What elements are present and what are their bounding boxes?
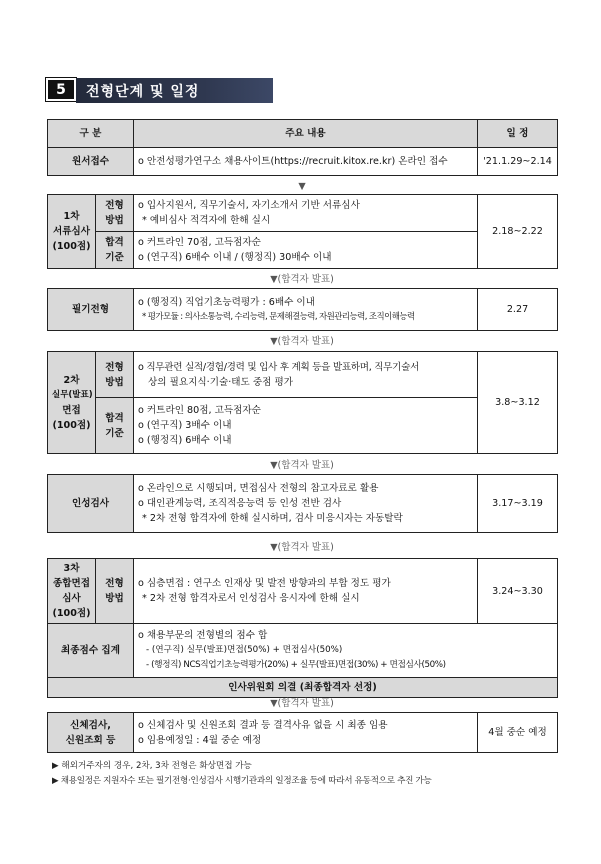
- stage2-criteria-label: 합격 기준: [96, 398, 134, 454]
- stage2-method-content: o 직무관련 실적/경험/경력 및 입사 후 계획 등을 발표하며, 직무기술서 상의 필요지식·기술·태도 중점 평가: [134, 352, 478, 398]
- stage1-method-content: o 입사지원서, 직무기술서, 자기소개서 기반 서류심사 * 예비심사 적격자에 한해 실시: [134, 195, 478, 232]
- stage2-label: 2차 실무(발표) 면접 (100점): [48, 352, 96, 454]
- stage1-criteria-label: 합격 기준: [96, 232, 134, 269]
- arrow-pass-3: ▼(합격자 발표): [270, 460, 334, 471]
- committee-row: 인사위원회 의결 (최종합격자 선정): [48, 678, 558, 698]
- written-date: 2.27: [478, 289, 558, 331]
- written-content: o (행정직) 직업기초능력평가 : 6배수 이내 * 평가모듈 : 의사소통능력, 수리능력, 문제해결능력, 자원관리능력, 조직이해능력: [134, 289, 478, 331]
- arrow-1: ▼: [298, 181, 306, 192]
- stage3-method-content: o 심층면접 : 연구소 인재상 및 발전 방향과의 부합 정도 평가 * 2차 전형 합격자로서 인성검사 응시자에 한해 실시: [134, 559, 478, 624]
- physical-content: o 신체검사 및 신원조회 결과 등 결격사유 없을 시 최종 임용 o 임용예정일 : 4월 중순 예정: [134, 713, 478, 753]
- personality-table: [47, 474, 558, 533]
- final-content: o 채용부문의 전형별의 점수 합 - (연구직) 실무(발표)면접(50%) + 면접심사(50%) - (행정직) NCS직업기초능력평가(20%) + 실무(발표)면접(30%) + 면접심사(50%): [134, 624, 558, 678]
- stage2-date: 3.8~3.12: [478, 352, 558, 454]
- stage1-date: 2.18~2.22: [478, 195, 558, 269]
- arrow-pass-1: ▼(합격자 발표): [270, 274, 334, 285]
- written-label: 필기전형: [48, 289, 134, 331]
- written-table: [47, 288, 558, 331]
- stage3-table: [47, 558, 558, 698]
- physical-table: [47, 712, 558, 753]
- physical-label: 신체검사, 신원조회 등: [48, 713, 134, 753]
- application-label: 원서접수: [48, 148, 134, 176]
- stage3-method-label: 전형 방법: [96, 559, 134, 624]
- application-content: o 안전성평가연구소 채용사이트(https://recruit.kitox.re.kr) 온라인 접수: [134, 148, 478, 176]
- section-number-badge: 5: [46, 78, 76, 101]
- personality-date: 3.17~3.19: [478, 475, 558, 533]
- header-schedule: 일 정: [478, 120, 558, 148]
- stage2-method-label: 전형 방법: [96, 352, 134, 398]
- header-content: 주요 내용: [134, 120, 478, 148]
- personality-content: o 온라인으로 시행되며, 면접심사 전형의 참고자료로 활용 o 대인관계능력, 조직적응능력 등 인성 전반 검사 * 2차 전형 합격자에 한해 실시하며, 검사 미응시자는 자동탈락: [134, 475, 478, 533]
- stage1-label: 1차 서류심사 (100점): [48, 195, 96, 269]
- arrow-pass-4: ▼(합격자 발표): [270, 542, 334, 553]
- personality-label: 인성검사: [48, 475, 134, 533]
- schedule-table-header: [47, 119, 558, 176]
- note-overseas: ▶ 해외거주자의 경우, 2차, 3차 전형은 화상면접 가능: [52, 761, 252, 771]
- stage3-date: 3.24~3.30: [478, 559, 558, 624]
- arrow-pass-5: ▼(합격자 발표): [270, 698, 334, 709]
- application-date: '21.1.29~2.14: [478, 148, 558, 176]
- note-schedule: ▶ 채용일정은 지원자수 또는 필기전형·인성검사 시행기관과의 일정조율 등에 따라서 유동적으로 추진 가능: [52, 776, 432, 786]
- stage2-table: [47, 351, 558, 454]
- stage1-criteria-content: o 커트라인 70점, 고득점자순 o (연구직) 6배수 이내 / (행정직) 30배수 이내: [134, 232, 478, 269]
- physical-date: 4월 중순 예정: [478, 713, 558, 753]
- arrow-pass-2: ▼(합격자 발표): [270, 336, 334, 347]
- stage1-table: [47, 194, 558, 269]
- stage3-label: 3차 종합면접 심사 (100점): [48, 559, 96, 624]
- stage1-method-label: 전형 방법: [96, 195, 134, 232]
- stage2-criteria-content: o 커트라인 80점, 고득점자순 o (연구직) 3배수 이내 o (행정직) 6배수 이내: [134, 398, 478, 454]
- final-label: 최종점수 집계: [48, 624, 134, 678]
- section-title: 전형단계 및 일정: [76, 78, 273, 103]
- header-stage: 구 분: [48, 120, 134, 148]
